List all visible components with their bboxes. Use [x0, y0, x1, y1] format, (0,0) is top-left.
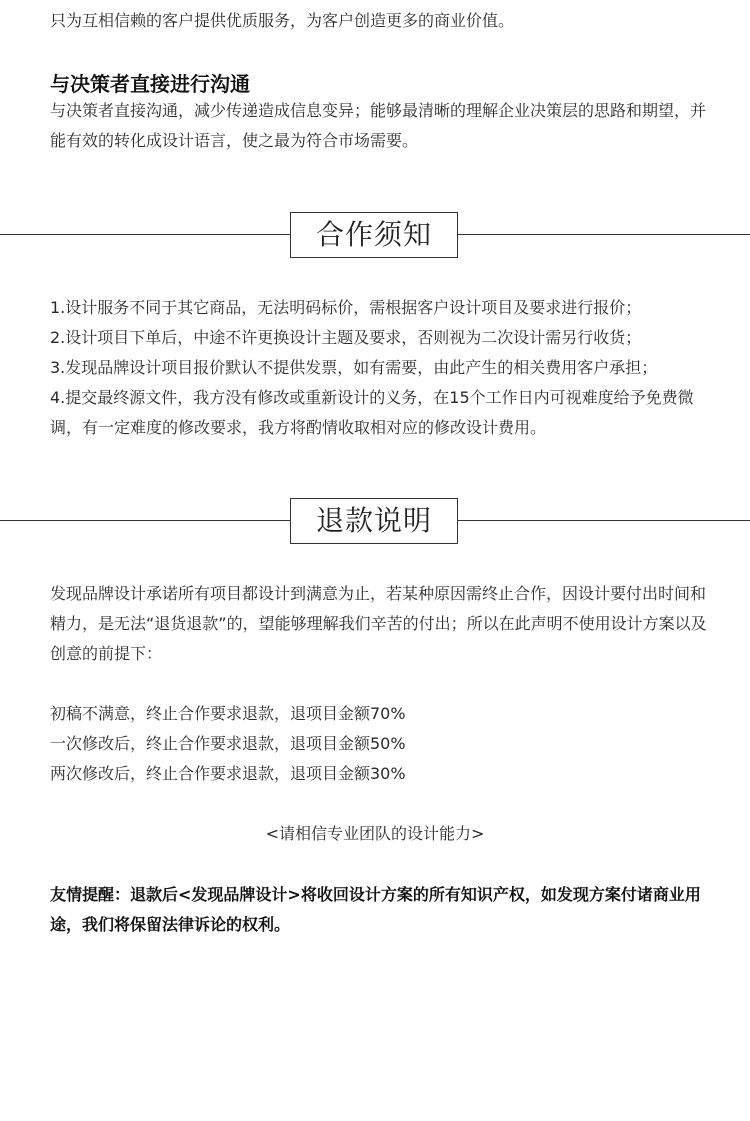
refund-section-header	[0, 498, 750, 544]
refund-rule: 两次修改后，终止合作要求退款，退项目金额30%	[50, 764, 406, 783]
notice-item: 2.设计项目下单后，中途不许更换设计主题及要求，否则视为二次设计需另行收货；	[50, 328, 642, 347]
intro-line: 只为互相信赖的客户提供优质服务，为客户创造更多的商业价值。	[50, 11, 515, 30]
divider-left	[0, 520, 290, 521]
divider-left	[0, 234, 290, 235]
refund-body: 发现品牌设计承诺所有项目都设计到满意为止，若某种原因需终止合作，因设计要付出时间和精力，是无法“退货退款”的，望能够理解我们辛苦的付出；所以在此声明不使用设计方案以及创意的前提下：	[50, 584, 707, 663]
notice-section-header	[0, 212, 750, 258]
refund-rule: 一次修改后，终止合作要求退款，退项目金额50%	[50, 734, 406, 753]
divider-right	[458, 520, 750, 521]
notice-section-title: 合作须知	[290, 212, 458, 258]
friendly-reminder: 友情提醒：退款后<发现品牌设计>将收回设计方案的所有知识产权，如发现方案付诸商业用途，我们将保留法律诉论的权利。	[50, 885, 701, 934]
refund-section-title: 退款说明	[290, 498, 458, 544]
slogan: <请相信专业团队的设计能力>	[265, 824, 485, 843]
notice-item: 1.设计服务不同于其它商品，无法明码标价，需根据客户设计项目及要求进行报价；	[50, 298, 642, 317]
notice-item: 4.提交最终源文件，我方没有修改或重新设计的义务，在15个工作日内可视难度给予免费微调，有一定难度的修改要求，我方将酌情收取相对应的修改设计费用。	[50, 388, 694, 437]
direct-communication-body: 与决策者直接沟通，减少传递造成信息变异；能够最清晰的理解企业决策层的思路和期望，并能有效的转化成设计语言，使之最为符合市场需要。	[50, 101, 707, 150]
notice-list	[50, 293, 710, 443]
refund-rules	[50, 699, 710, 789]
direct-communication-title: 与决策者直接进行沟通	[50, 72, 250, 96]
notice-item: 3.发现品牌设计项目报价默认不提供发票，如有需要，由此产生的相关费用客户承担；	[50, 358, 658, 377]
divider-right	[458, 234, 750, 235]
refund-rule: 初稿不满意，终止合作要求退款，退项目金额70%	[50, 704, 406, 723]
